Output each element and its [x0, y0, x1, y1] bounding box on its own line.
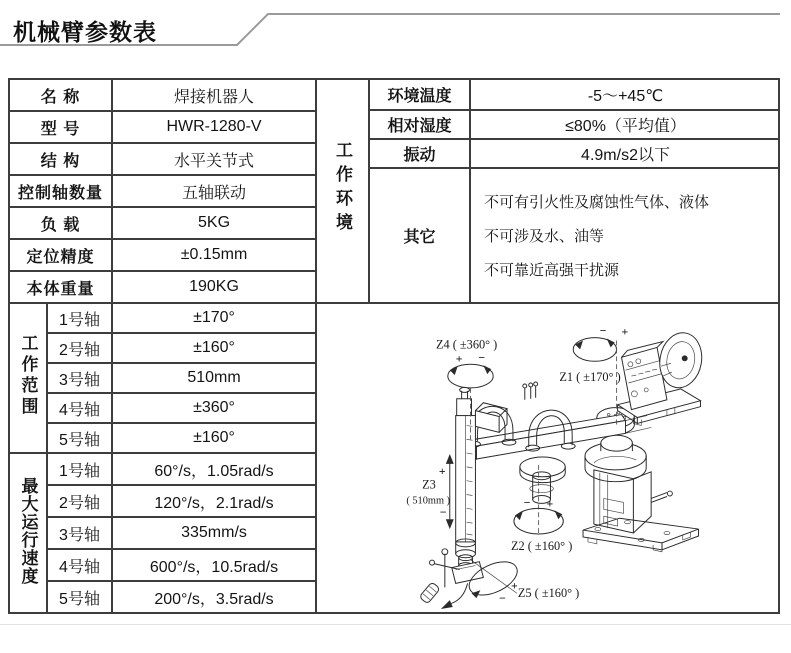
axis-label: 3号轴	[47, 517, 112, 549]
axis-label-z1: Z1 ( ±170° )	[559, 370, 621, 385]
env-other-line: 不可靠近高强干扰源	[484, 262, 620, 279]
z1-minus-sign: −	[599, 323, 607, 338]
env-value: 4.9m/s2以下	[470, 139, 779, 168]
z3-minus-sign: −	[439, 505, 447, 520]
robot-arm-diagram	[317, 305, 778, 611]
table-row	[370, 110, 779, 139]
z3-plus-sign: +	[438, 463, 446, 478]
environment-table	[370, 80, 779, 302]
axis-value: ±160°	[112, 333, 316, 363]
z4-minus-sign: −	[478, 350, 486, 365]
section-header-max-speed: 最大运行速度	[9, 453, 47, 613]
section-header-environment: 工作环境	[316, 79, 369, 303]
spec-label: 型 号	[9, 111, 112, 143]
table-row	[9, 303, 779, 333]
axis-label-z3: Z3	[422, 477, 436, 492]
wire-spool-assembly	[618, 329, 706, 425]
z4-plus-sign: +	[455, 351, 463, 366]
spec-label: 本体重量	[9, 271, 112, 303]
table-row	[370, 168, 779, 302]
axis-label: 5号轴	[47, 581, 112, 613]
spec-value: 五轴联动	[112, 175, 316, 207]
axis-value: 200°/s，3.5rad/s	[112, 581, 316, 613]
spec-value: 焊接机器人	[112, 79, 316, 111]
axis-label: 2号轴	[47, 485, 112, 517]
env-label: 环境温度	[370, 80, 470, 110]
axis-label: 1号轴	[47, 303, 112, 333]
robot-arm-drawing	[317, 305, 778, 611]
env-label: 其它	[370, 168, 470, 302]
table-row	[9, 79, 779, 111]
robot-base	[583, 470, 698, 552]
welding-torch	[419, 549, 483, 609]
axis-value: ±360°	[112, 393, 316, 423]
axis-label: 4号轴	[47, 549, 112, 581]
env-other-line: 不可有引火性及腐蚀性气体、液体	[484, 194, 710, 211]
axis-annotation-z5	[464, 555, 579, 605]
axis-label-z4: Z4 ( ±360° )	[435, 337, 498, 352]
spec-label: 负 载	[9, 207, 112, 239]
table-row	[370, 80, 779, 110]
env-label: 相对湿度	[370, 110, 470, 139]
axis-label: 2号轴	[47, 333, 112, 363]
spec-value: ±0.15mm	[112, 239, 316, 271]
env-value: ≤80%（平均值）	[470, 110, 779, 139]
spec-label: 控制轴数量	[9, 175, 112, 207]
axis-value: 600°/s，10.5rad/s	[112, 549, 316, 581]
axis-label: 3号轴	[47, 363, 112, 393]
environment-subtable-cell	[369, 79, 779, 303]
spec-label: 定位精度	[9, 239, 112, 271]
env-other-lines	[471, 169, 779, 302]
table-row	[370, 139, 779, 168]
axis-label: 1号轴	[47, 453, 112, 485]
axis-annotation-z2	[511, 465, 572, 553]
spec-label: 结 构	[9, 143, 112, 175]
z5-minus-sign: −	[499, 591, 506, 606]
diagram-cell	[316, 303, 779, 613]
axis-value: 510mm	[112, 363, 316, 393]
spec-value: 190KG	[112, 271, 316, 303]
axis-label-z5: Z5 ( ±160° )	[517, 586, 580, 601]
env-value: -5～+45℃	[470, 80, 779, 110]
axis-label-z2: Z2 ( ±160° )	[510, 538, 573, 553]
z1-plus-sign: +	[621, 324, 629, 339]
axis-value: 120°/s，2.1rad/s	[112, 485, 316, 517]
axis-label: 4号轴	[47, 393, 112, 423]
page-title: 机械臂参数表	[13, 19, 157, 45]
section-header-work-range: 工作范围	[9, 303, 47, 453]
axis-label-z3-value: ( 510mm )	[406, 495, 451, 507]
z2-plus-sign: +	[546, 496, 554, 511]
axis-value: ±170°	[112, 303, 316, 333]
header-decoration-line	[0, 0, 791, 50]
axis-annotation-z3	[406, 454, 453, 529]
env-other-line: 不可涉及水、油等	[484, 228, 605, 245]
z2-minus-sign: −	[523, 495, 531, 510]
env-other-cell	[470, 168, 779, 302]
env-label: 振动	[370, 139, 470, 168]
axis-value: 60°/s，1.05rad/s	[112, 453, 316, 485]
z5-plus-sign: +	[510, 578, 518, 593]
axis-value: 335mm/s	[112, 517, 316, 549]
spec-label: 名 称	[9, 79, 112, 111]
axis-label: 5号轴	[47, 423, 112, 453]
bottom-divider	[0, 624, 791, 625]
spec-value: HWR-1280-V	[112, 111, 316, 143]
spec-value: 水平关节式	[112, 143, 316, 175]
spec-table	[8, 78, 780, 614]
axis-value: ±160°	[112, 423, 316, 453]
spec-value: 5KG	[112, 207, 316, 239]
